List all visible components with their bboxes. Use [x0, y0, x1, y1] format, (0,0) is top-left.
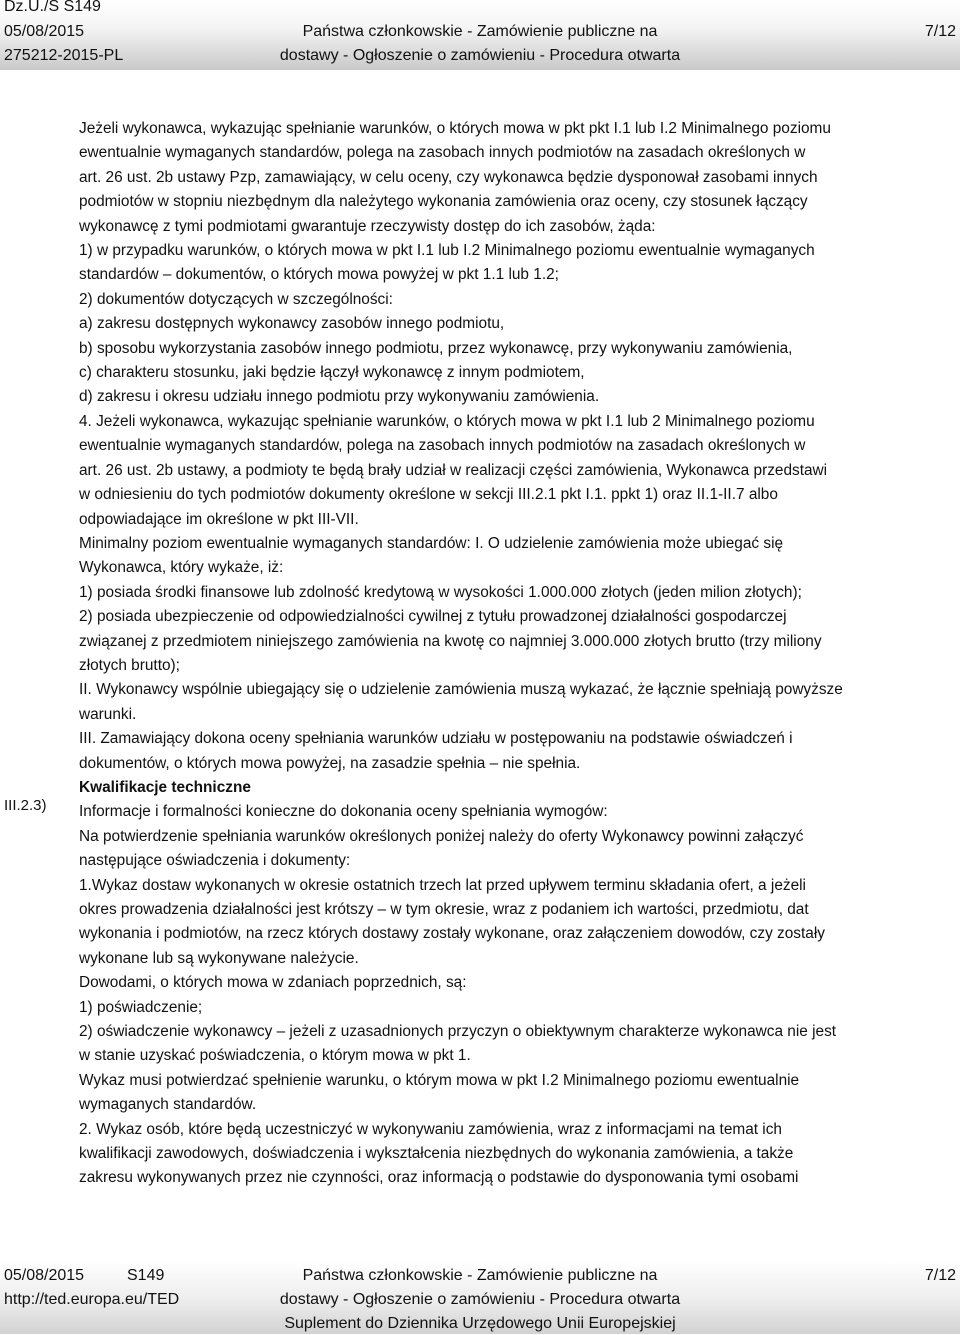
- body-line: art. 26 ust. 2b ustawy Pzp, zamawiający, w celu oceny, czy wykonawca będzie dysponował zasobami innych: [79, 168, 818, 186]
- header-title-line2: dostawy - Ogłoszenie o zamówieniu - Procedura otwarta: [279, 47, 681, 64]
- footer-date: 05/08/2015: [4, 1267, 85, 1284]
- body-line: b) sposobu wykorzystania zasobów innego podmiotu, przez wykonawcę, przy wykonywaniu zamówienia,: [79, 339, 793, 357]
- footer-supplement: Suplement do Dziennika Urzędowego Unii Europejskiej: [284, 1315, 676, 1332]
- header-date: 05/08/2015: [4, 23, 85, 40]
- body-line: następujące oświadczenia i dokumenty:: [79, 852, 351, 870]
- footer-url-link[interactable]: http://ted.europa.eu/TED: [4, 1291, 180, 1308]
- body-line: art. 26 ust. 2b ustawy, a podmioty te będą brały udział w realizacji części zamówienia, Wykonawca przedstawi: [79, 461, 828, 479]
- body-line: 1) posiada środki finansowe lub zdolność kredytową w wysokości 1.000.000 złotych (jeden milion złotych);: [79, 583, 802, 601]
- body-line: 2) oświadczenie wykonawcy – jeżeli z uzasadnionych przyczyn o obiektywnym charakterze wykonawca nie jest: [79, 1023, 837, 1041]
- body-line: 4. Jeżeli wykonawca, wykazując spełnianie warunków, o których mowa w pkt I.1 lub 2 Minimalnego poziomu: [79, 412, 815, 430]
- header-title-line1: Państwa członkowskie - Zamówienie publiczne na: [302, 23, 658, 40]
- body-line: Informacje i formalności konieczne do dokonania oceny spełniania wymogów:: [79, 803, 608, 821]
- body-line: Na potwierdzenie spełniania warunków określonych poniżej należy do oferty Wykonawcy powinni załączyć: [79, 827, 804, 845]
- footer-page-number: 7/12: [924, 1267, 956, 1284]
- body-line: ewentualnie wymaganych standardów, polega na zasobach innych podmiotów na zasadach określonych w: [79, 437, 806, 455]
- body-line: 2) posiada ubezpieczenie od odpowiedzialności cywilnej z tytułu prowadzonej działalności gospodarczej: [79, 608, 787, 626]
- body-line: wymaganych standardów.: [79, 1096, 257, 1114]
- body-line: c) charakteru stosunku, jaki będzie łączył wykonawcę z innym podmiotem,: [79, 364, 585, 382]
- body-line: wykonawcę z tymi podmiotami gwarantuje rzeczywisty dostęp do ich zasobów, żąda:: [79, 217, 656, 235]
- journal-reference: Dz.U./S S149: [4, 0, 101, 15]
- header-page-number: 7/12: [924, 23, 956, 40]
- body-line: w stanie uzyskać poświadczenia, o którym mowa w pkt 1.: [79, 1047, 471, 1065]
- body-line: okres prowadzenia działalności jest krótszy – w tym okresie, wraz z podaniem ich wartości, przedmiotu, dat: [79, 901, 809, 918]
- body-line: 1.Wykaz dostaw wykonanych w okresie ostatnich trzech lat przed upływem terminu składania ofert, a jeżeli: [79, 876, 806, 894]
- footer-issue: S149: [127, 1267, 165, 1284]
- body-line: kwalifikacji zawodowych, doświadczenia i wykształcenia niezbędnych do wykonania zamówienia, a także: [79, 1145, 794, 1163]
- body-line: wykonania i podmiotów, na rzecz których dostawy zostały wykonane, oraz załączeniem dowodów, czy zostały: [79, 925, 825, 943]
- body-line: Minimalny poziom ewentualnie wymaganych standardów: I. O udzielenie zamówienia może ubiegać się: [79, 534, 784, 552]
- section-heading: Kwalifikacje techniczne: [79, 778, 251, 796]
- body-line: Dowodami, o których mowa w zdaniach poprzednich, są:: [79, 974, 467, 992]
- body-line: złotych brutto);: [79, 656, 180, 674]
- body-line: zakresu wykonywanych przez nie czynności, oraz informacją o podstawie do dysponowania tymi osobami: [79, 1169, 799, 1187]
- footer-title-line2: dostawy - Ogłoszenie o zamówieniu - Procedura otwarta: [279, 1291, 681, 1308]
- body-line: 2. Wykaz osób, które będą uczestniczyć w wykonywaniu zamówienia, wraz z informacjami na temat ich: [79, 1120, 782, 1138]
- document-body: [79, 117, 959, 1191]
- body-line: odpowiadające im określone w pkt III-VII.: [79, 510, 359, 528]
- body-line: 1) w przypadku warunków, o których mowa w pkt I.1 lub I.2 Minimalnego poziomu ewentualnie wymaganych: [79, 242, 815, 260]
- body-line: Wykaz musi potwierdzać spełnienie warunku, o którym mowa w pkt I.2 Minimalnego poziomu ewentualnie: [79, 1071, 800, 1089]
- body-line: 2) dokumentów dotyczących w szczególności:: [79, 290, 393, 308]
- footer-title-line1: Państwa członkowskie - Zamówienie publiczne na: [302, 1267, 658, 1284]
- body-line: wykonane lub są wykonywane należycie.: [79, 949, 359, 967]
- body-line: warunki.: [79, 705, 137, 723]
- body-line: dokumentów, o których mowa powyżej, na zasadzie spełnia – nie spełnia.: [79, 754, 581, 772]
- body-line: d) zakresu i okresu udziału innego podmiotu przy wykonywaniu zamówienia.: [79, 388, 600, 406]
- body-line: podmiotów w stopniu niezbędnym dla należytego wykonania zamówienia oraz oceny, czy stosunek łączący: [79, 193, 808, 211]
- body-line: ewentualnie wymaganych standardów, polega na zasobach innych podmiotów na zasadach określonych w: [79, 144, 806, 162]
- body-line: Jeżeli wykonawca, wykazując spełnianie warunków, o których mowa w pkt pkt I.1 lub I.2 Minimalnego poziomu: [79, 120, 831, 137]
- body-line: związanej z przedmiotem niniejszego zamówienia na kwotę co najmniej 3.000.000 złotych brutto (trzy miliony: [79, 632, 822, 650]
- body-line: 1) poświadczenie;: [79, 998, 203, 1016]
- body-line: w odniesieniu do tych podmiotów dokumenty określone w sekcji III.2.1 pkt I.1. ppkt 1) oraz II.1-II.7 albo: [79, 486, 778, 504]
- body-line: a) zakresu dostępnych wykonawcy zasobów innego podmiotu,: [79, 315, 505, 333]
- body-line: II. Wykonawcy wspólnie ubiegający się o udzielenie zamówienia muszą wykazać, że łącznie spełniają powyższe: [79, 681, 843, 699]
- notice-id: 275212-2015-PL: [4, 47, 124, 64]
- body-line: III. Zamawiający dokona oceny spełniania warunków udziału w postępowaniu na podstawie oświadczeń i: [79, 730, 793, 748]
- body-line: Wykonawca, który wykaże, iż:: [79, 559, 284, 577]
- section-number-label: III.2.3): [4, 797, 47, 814]
- body-line: standardów – dokumentów, o których mowa powyżej w pkt 1.1 lub 1.2;: [79, 266, 559, 284]
